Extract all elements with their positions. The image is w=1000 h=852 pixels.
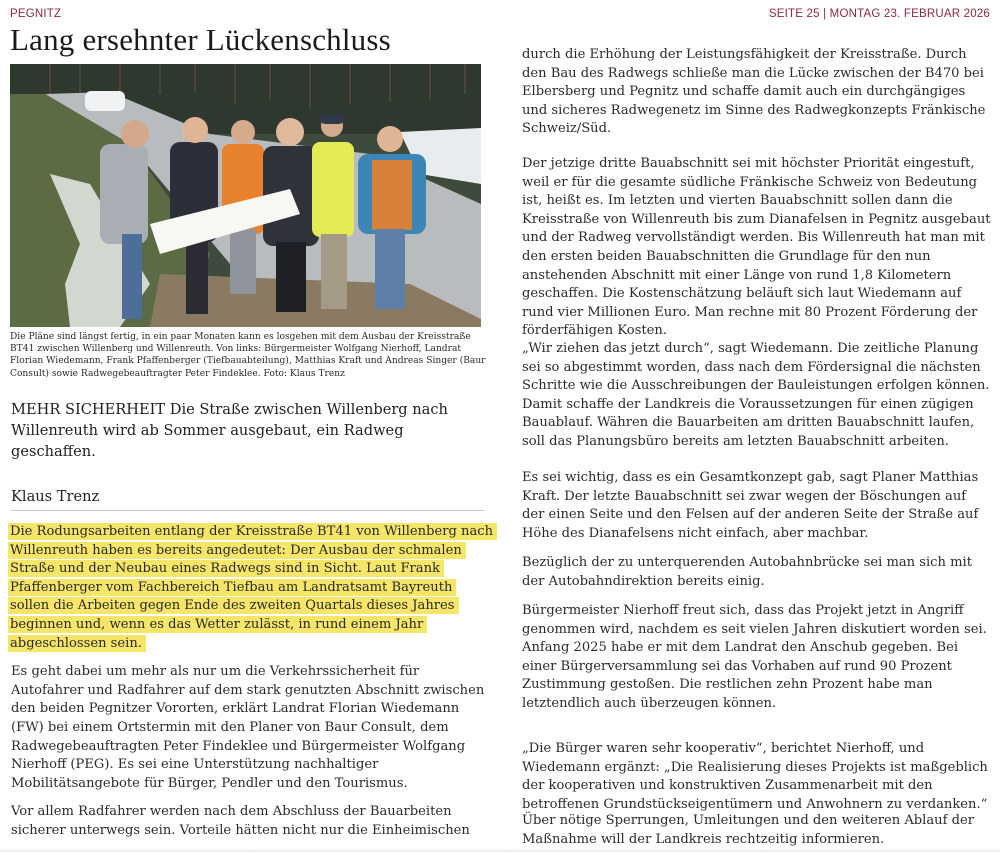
- body-paragraph: durch die Erhöhung der Leistungsfähigkeit der Kreisstraße. Durch den Bau des Radwegs schließe man die Lücke zwischen der B470 bei Elbersberg und Pegnitz und schaffe damit auch ein durchgängiges und sicheres Radwegenetz im Sinne des Radwegkonzepts Fränkische Schweiz/Süd.: [522, 47, 986, 137]
- body-paragraph: Bürgermeister Nierhoff freut sich, dass das Projekt jetzt in Angriff genommen wird, nachdem es seit vielen Jahren diskutiert worden sei. Anfang 2025 habe er mit dem Landrat den Anschub gegeben. Bei einer Bürgerversammlung sei das Vorhaben auf rund 90 Prozent Zustimmung gestoßen. Die restlichen zehn Prozent habe man letztendlich auch überzeugen können.: [522, 603, 987, 711]
- body-paragraph: Bezüglich der zu unterquerenden Autobahnbrücke sei man sich mit der Autobahndirektion bereits einig.: [522, 555, 972, 589]
- body-paragraph: „Wir ziehen das jetzt durch“, sagt Wiedemann. Die zeitliche Planung sei so abgestimmt worden, dass nach dem Fördersignal die nächsten Schritte wie die Ausschreibungen der Bauleistungen erfolgen können. Damit schaffe der Landkreis die Voraussetzungen für einen zügigen Bauablauf. Währen die Bauarbeiten am dritten Bauabschnitt laufen, soll das Planungsbüro bereits am letzten Bauabschnitt arbeiten.: [522, 341, 990, 449]
- right-column-p4: [522, 469, 992, 543]
- car: [85, 91, 125, 111]
- left-column: [11, 523, 493, 841]
- body-paragraph: Über nötige Sperrungen, Umleitungen und den weiteren Ablauf der Maßnahme will der Landkreis rechtzeitig informieren.: [522, 813, 975, 847]
- section-label: PEGNITZ: [10, 8, 62, 20]
- teaser-text: Die Straße zwischen Willenberg nach Willenreuth wird ab Sommer ausgebaut, ein Radweg geschaffen.: [11, 401, 448, 460]
- highlighted-text: Die Rodungsarbeiten entlang der Kreisstraße BT41 von Willenberg nach Willenreuth haben es bereits angedeutet: Der Ausbau der schmalen Straße und der Neubau eines Radwegs sind in Sicht. Laut Frank Pfaffenberger vom Fachbereich Tiefbau am Landratsamt Bayreuth sollen die Arbeiten gegen Ende des zweiten Quartals dieses Jahres beginnen und, wenn es das Wetter zulässt, in rund einem Jahr abgeschlossen sein.: [8, 523, 497, 652]
- body-paragraph: Es geht dabei um mehr als nur um die Verkehrssicherheit für Autofahrer und Radfahrer auf dem stark genutzten Abschnitt zwischen den beiden Pegnitzer Vororten, erklärt Landrat Florian Wiedemann (FW) bei einem Ortstermin mit den Planer von Baur Consult, dem Radwegebeauftragten Peter Findeklee und Bürgermeister Wolfgang Nierhoff (PEG). Es sei eine Unterstützung nachhaltiger Mobilitätsangebote für Bürger, Pendler und den Tourismus.: [11, 664, 485, 791]
- group-photo-image: [10, 64, 481, 327]
- page-info: SEITE 25 | MONTAG 23. FEBRUAR 2026: [768, 8, 990, 20]
- article-headline: Lang ersehnter Lückenschluss: [10, 22, 391, 57]
- article-teaser: [11, 399, 481, 462]
- body-paragraph: Es sei wichtig, dass es ein Gesamtkonzept gab, sagt Planer Matthias Kraft. Der letzte Bauabschnitt sei zwar wegen der Böschungen auf der einen Seite und den Felsen auf der anderen Seite der Straße auf Höhe des Dianafelsens nicht einfach, aber machbar.: [522, 470, 979, 541]
- teaser-kicker: MEHR SICHERHEIT: [11, 401, 166, 418]
- photo-caption: Die Pläne sind längst fertig, in ein paar Monaten kann es losgehen mit dem Ausbau der Kreisstraße BT41 zwischen Willenberg und Willenreuth. Von links: Bürgermeister Wolfgang Nierhoff, Landrat Florian Wiedemann, Frank Pfaffenberger (Tiefbauabteilung), Matthias Kraft und Andreas Singer (Baur Consult) sowie Radwegebeauftragter Peter Findeklee. Foto: Klaus Trenz: [10, 332, 486, 379]
- right-column-p5: [522, 554, 992, 591]
- body-paragraph: Vor allem Radfahrer werden nach dem Abschluss der Bauarbeiten sicherer unterwegs sein. Vorteile hätten nicht nur die Einheimischen: [11, 804, 470, 838]
- right-column-p3: [522, 340, 992, 452]
- right-column-p7: [522, 740, 992, 814]
- right-column-p6: [522, 602, 992, 714]
- body-paragraph-highlighted: [11, 523, 493, 653]
- right-column-p2: [522, 155, 992, 341]
- body-paragraph: „Die Bürger waren sehr kooperativ“, berichtet Nierhoff, und Wiedemann ergänzt: „Die Realisierung dieses Projekts ist maßgeblich der kooperativen und konstruktiven Zusammenarbeit mit den betroffenen Grundstückseigentümern und Anwohnern zu verdanken.“: [522, 741, 988, 812]
- author-byline: Klaus Trenz: [11, 487, 484, 511]
- body-paragraph: Der jetzige dritte Bauabschnitt sei mit höchster Priorität eingestuft, weil er für die gesamte südliche Fränkische Schweiz von Bedeutung ist, heißt es. Im letzten und vierten Bauabschnitt sollen dann die Kreisstraße von Willenreuth bis zum Dianafelsen in Pegnitz ausgebaut und der Radweg vervollständigt werden. Bis Willenreuth hat man mit den ersten beiden Bauabschnitten die Grundlage für den nun anstehenden Abschnitt mit einer Länge von rund 1,8 Kilometern geschaffen. Die Kostenschätzung beläuft sich laut Wiedemann auf rund vier Millionen Euro. Man rechne mit 80 Prozent Förderung der förderfähigen Kosten.: [522, 156, 991, 339]
- article-photo: [10, 64, 481, 327]
- right-column-p1: [522, 46, 992, 139]
- right-column-p8: [522, 812, 992, 849]
